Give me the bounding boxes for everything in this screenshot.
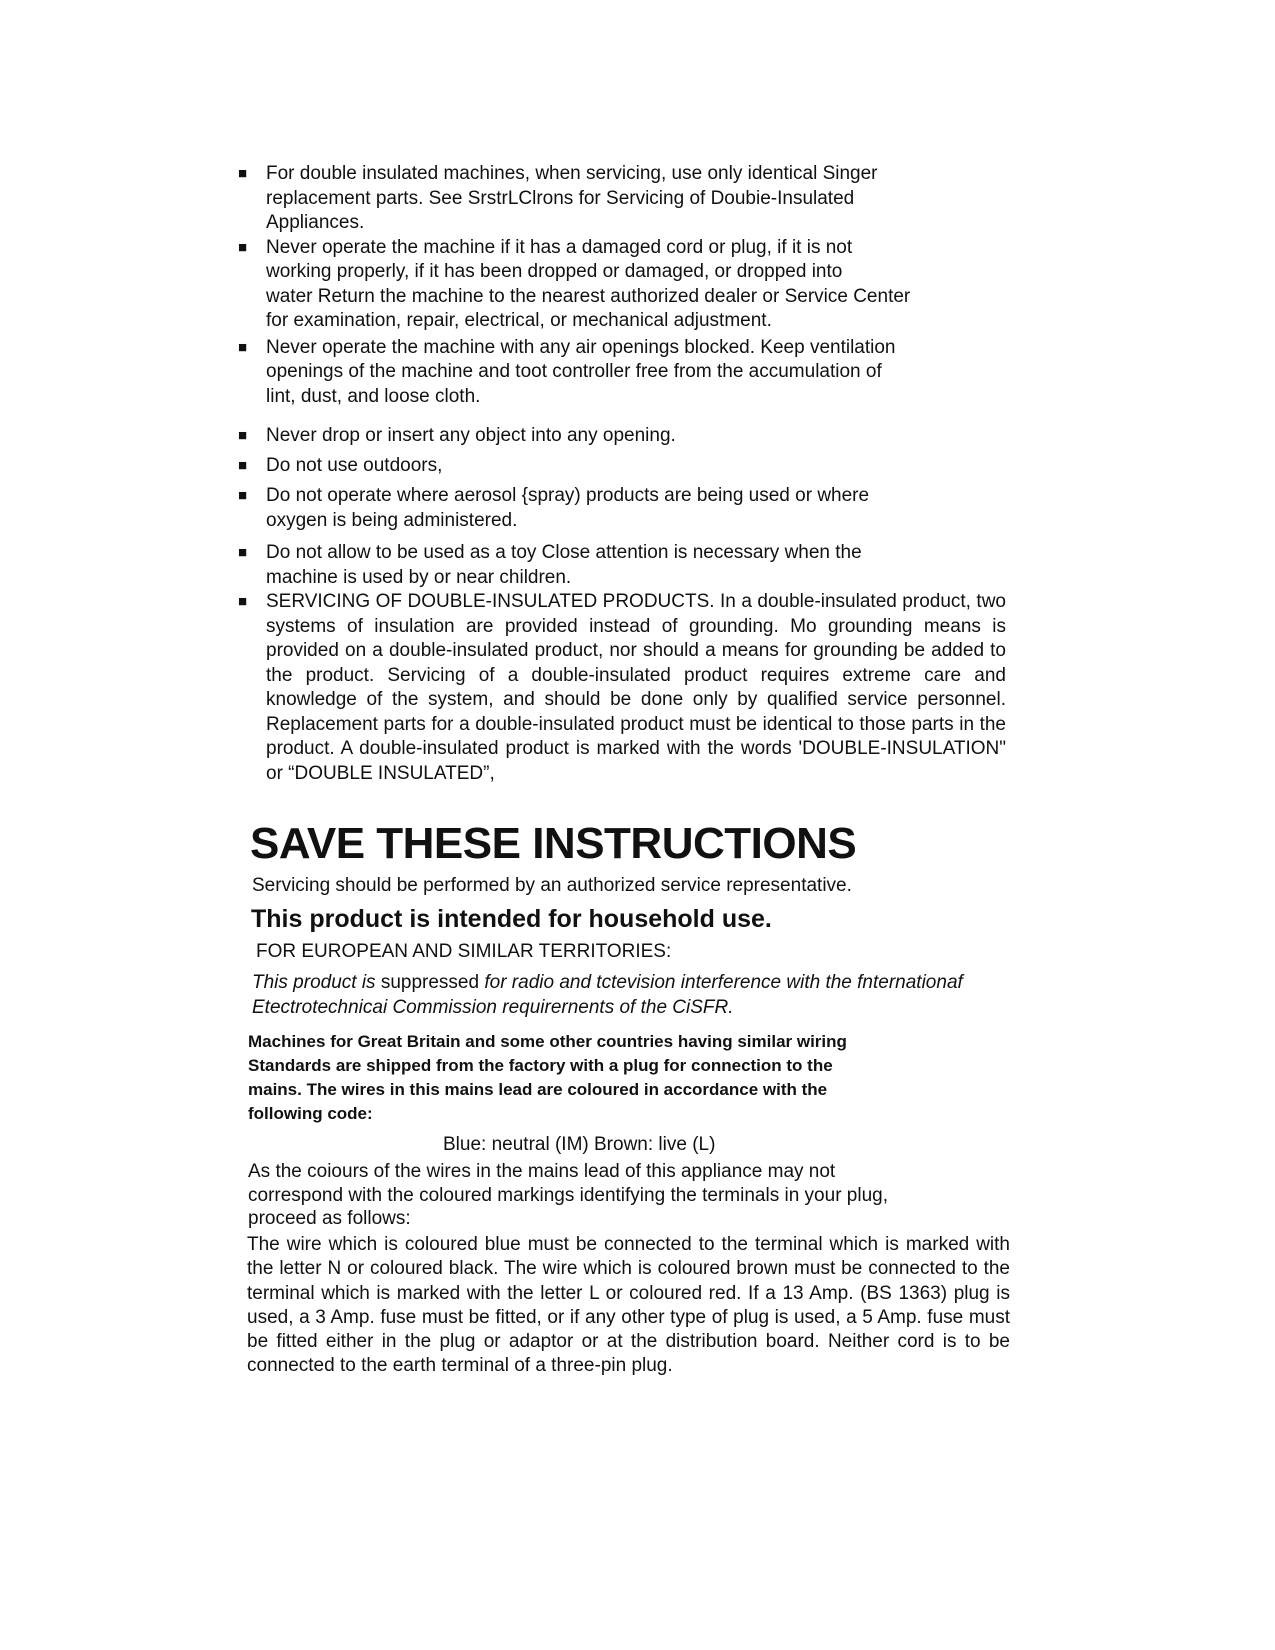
- bullet-servicing-double-insulated: [238, 590, 1006, 786]
- safety-bullet-list: [238, 162, 1006, 786]
- bullet-text: Do not allow to be used as a toy Close attention is necessary when the machine is used by or near children.: [266, 542, 862, 588]
- wire-colour-code: Blue: neutral (IM) Brown: live (L): [443, 1134, 716, 1155]
- suppression-text-part3: for radio and tctevision interference with the fnternationaf Etectrotechnicai Commission requirernents of the CiSFR.: [252, 972, 963, 1018]
- household-use-heading: This product is intended for household use.: [251, 905, 772, 933]
- bullet-outdoors: [238, 454, 1006, 479]
- servicing-note: Servicing should be performed by an authorized service representative.: [252, 875, 852, 896]
- suppression-text-part2: suppressed: [380, 972, 480, 993]
- bullet-marker: ■: [238, 593, 248, 610]
- save-instructions-heading: SAVE THESE INSTRUCTIONS: [250, 819, 857, 868]
- bullet-double-insulated-parts: [238, 162, 1006, 236]
- bullet-marker: ■: [238, 456, 248, 474]
- bullet-drop-object: [238, 424, 1006, 449]
- bullet-text: For double insulated machines, when servicing, use only identical Singer replacement parts. See SrstrLClrons for Servicing of Doubie-Insulated Appliances.: [266, 163, 878, 233]
- bullet-text: Do not use outdoors,: [266, 454, 443, 476]
- gb-wiring-paragraph: Machines for Great Britain and some other countries having similar wiring Standards are shipped from the factory with a plug for connection to the mains. The wires in this mains lead are coloured in accordance with the following code:: [248, 1032, 847, 1123]
- wire-connection-instructions: The wire which is coloured blue must be connected to the terminal which is marked with the letter N or coloured black. The wire which is coloured brown must be connected to the terminal which is marked with the letter L or coloured red. If a 13 Amp. (BS 1363) plug is used, a 3 Amp. fuse must be fitted, or if any other type of plug is used, a 5 Amp. fuse must be fitted either in the plug or adaptor or at the distribution board. Neither cord is to be connected to the earth terminal of a three-pin plug.: [247, 1234, 1010, 1377]
- terminal-correspondence-paragraph: As the coiours of the wires in the mains lead of this appliance may not correspond with the coloured markings identifying the terminals in your plug, proceed as follows:: [248, 1161, 888, 1229]
- bullet-marker: ■: [238, 427, 248, 444]
- bullet-toy: [238, 541, 1006, 590]
- bullet-text: Never operate the machine if it has a damaged cord or plug, if it is not working properly, if it has been dropped or damaged, or dropped into water Return the machine to the nearest authorized dealer or Service Center for examination, repair, electrical, or mechanical adjustment.: [266, 236, 911, 331]
- bullet-text: Never operate the machine with any air openings blocked. Keep ventilation openings of the machine and toot controller free from the accumulation of lint, dust, and loose cloth.: [266, 336, 896, 407]
- bullet-damaged-cord: [238, 236, 1006, 334]
- bullet-marker: ■: [238, 165, 248, 182]
- bullet-aerosol: [238, 484, 1006, 533]
- bullet-text: SERVICING OF DOUBLE-INSULATED PRODUCTS. In a double-insulated product, two systems of insulation are provided instead of grounding. Mo grounding means is provided on a double-insulated product, nor should a means for grounding be added to the product. Servicing of a double-insulated product requires extreme care and knowledge of the system, and should be done only by qualified service personnel. Replacement parts for a double-insulated product must be identical to those parts in the product. A double-insulated product is marked with the words 'DOUBLE-INSULATION" or “DOUBLE INSULATED”,: [266, 591, 1006, 784]
- bullet-marker: ■: [238, 544, 248, 561]
- bullet-marker: ■: [238, 238, 248, 256]
- interference-suppression-note: [252, 970, 972, 1020]
- bullet-marker: ■: [238, 338, 248, 356]
- bullet-air-openings: [238, 336, 1006, 410]
- european-territories-heading: FOR EUROPEAN AND SIMILAR TERRITORIES:: [256, 941, 672, 962]
- bullet-text: Never drop or insert any object into any opening.: [266, 425, 676, 446]
- suppression-text-part1: This product is: [252, 972, 376, 993]
- bullet-text: Do not operate where aerosol {spray) products are being used or where oxygen is being administered.: [266, 485, 870, 531]
- bullet-marker: ■: [238, 487, 248, 504]
